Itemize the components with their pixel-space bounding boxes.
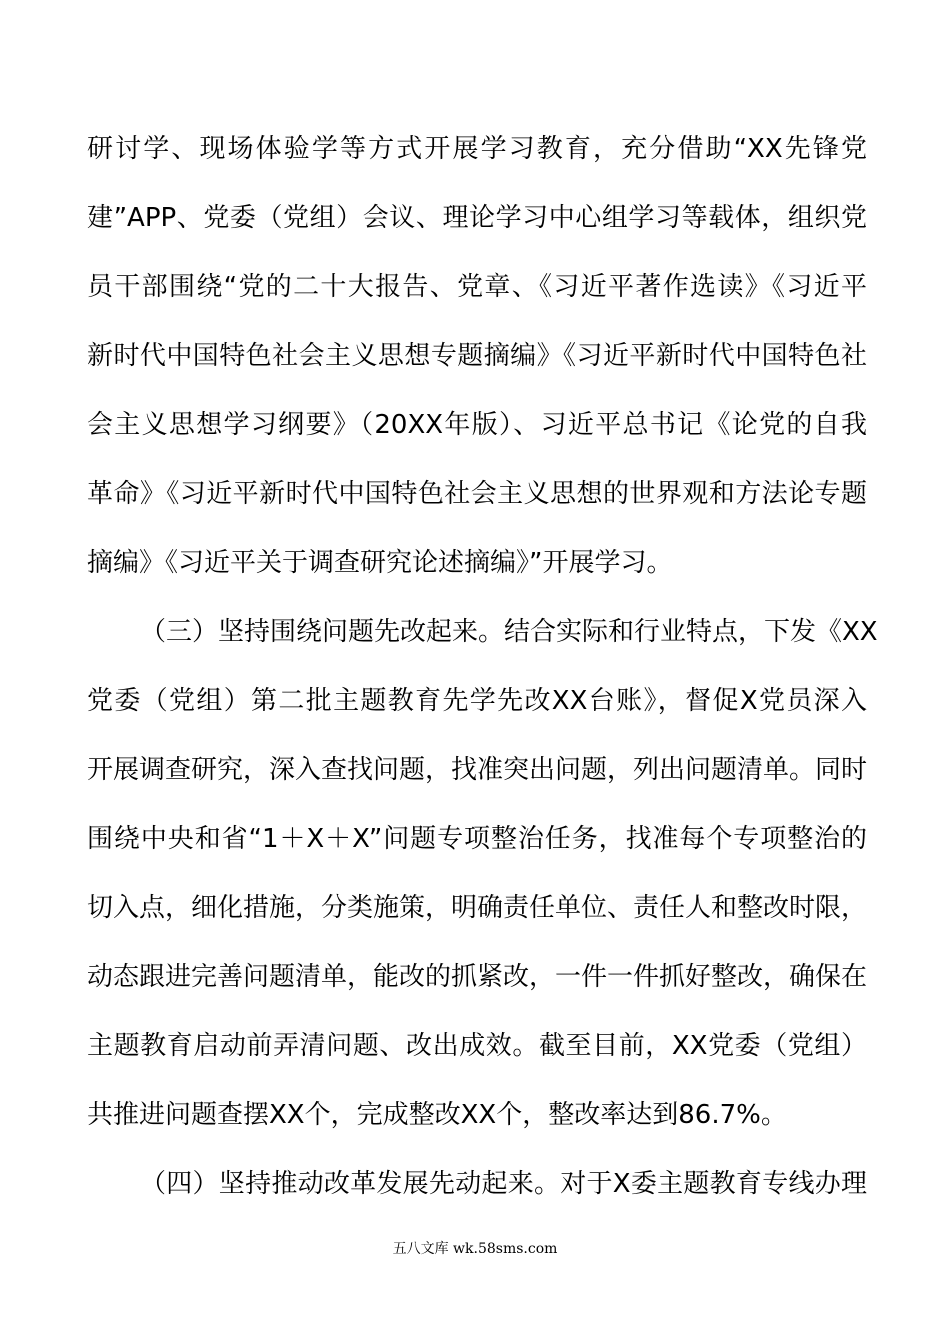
- body-text-line: 研讨学、现场体验学等方式开展学习教育，充分借助“XX先锋党: [87, 134, 867, 164]
- body-text-line: 开展调查研究，深入查找问题，找准突出问题，列出问题清单。同时: [87, 755, 868, 785]
- body-text-line: 会主义思想学习纲要》（20XX年版）、习近平总书记《论党的自我: [87, 410, 867, 440]
- body-text-line: 围绕中央和省“1＋X＋X”问题专项整治任务，找准每个专项整治的: [87, 824, 867, 854]
- body-text-line: 摘编》《习近平关于调查研究论述摘编》”开展学习。: [87, 548, 673, 578]
- body-text-line: 建”APP、党委（党组）会议、理论学习中心组学习等载体，组织党: [87, 203, 867, 233]
- paragraph-heading-line: （四）坚持推动改革发展先动起来。对于X委主题教育专线办理: [140, 1169, 867, 1199]
- page-footer: 五八文库 wk.58sms.com: [392, 1241, 558, 1257]
- paragraph-heading-line: （三）坚持围绕问题先改起来。结合实际和行业特点，下发《XX: [140, 617, 878, 647]
- body-text-line: 共推进问题查摆XX个，完成整改XX个，整改率达到86.7%。: [87, 1100, 787, 1130]
- body-text-line: 党委（党组）第二批主题教育先学先改XX台账》，督促X党员深入: [87, 686, 867, 716]
- body-text-line: 动态跟进完善问题清单，能改的抓紧改，一件一件抓好整改，确保在: [87, 962, 868, 992]
- body-text-line: 切入点，细化措施，分类施策，明确责任单位、责任人和整改时限，: [87, 893, 868, 923]
- body-text-line: 新时代中国特色社会主义思想专题摘编》《习近平新时代中国特色社: [87, 341, 867, 371]
- body-text-line: 主题教育启动前弄清问题、改出成效。截至目前，XX党委（党组）: [87, 1031, 867, 1061]
- body-text-line: 革命》《习近平新时代中国特色社会主义思想的世界观和方法论专题: [87, 479, 867, 509]
- body-text-line: 员干部围绕“党的二十大报告、党章、《习近平著作选读》《习近平: [87, 272, 867, 302]
